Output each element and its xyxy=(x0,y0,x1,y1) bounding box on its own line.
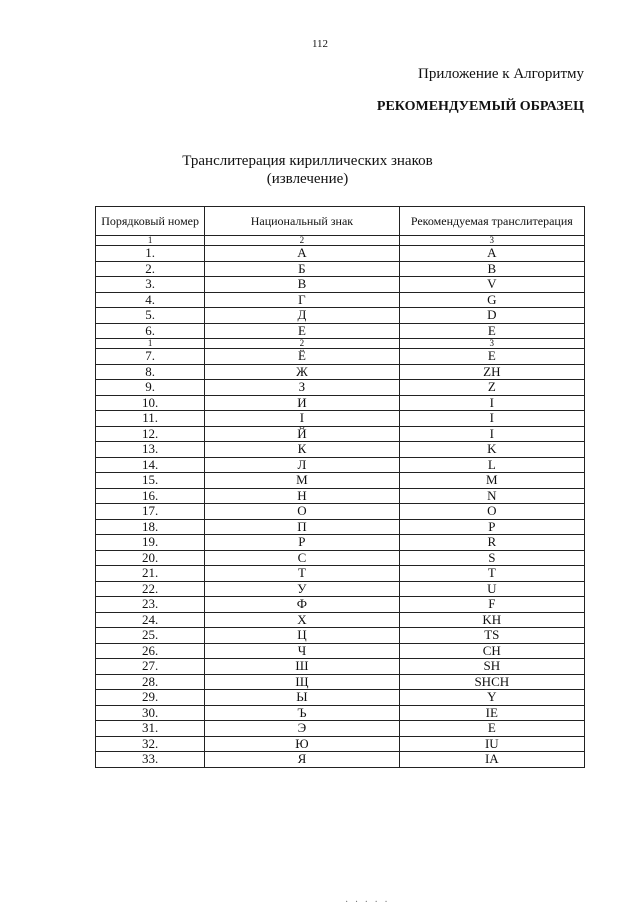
national-sign-cell: И xyxy=(205,395,399,411)
ordinal-cell: 26. xyxy=(96,643,205,659)
transliteration-cell: U xyxy=(399,581,584,597)
table-row xyxy=(96,261,585,277)
national-sign-cell: Д xyxy=(205,308,399,324)
ordinal-cell: 2. xyxy=(96,261,205,277)
table-row xyxy=(96,457,585,473)
table-row xyxy=(96,504,585,520)
scan-artifact: · · · · · xyxy=(345,897,390,908)
table-row xyxy=(96,643,585,659)
national-sign-cell: Б xyxy=(205,261,399,277)
national-sign-cell: Л xyxy=(205,457,399,473)
transliteration-cell: E xyxy=(399,721,584,737)
national-sign-cell: Р xyxy=(205,535,399,551)
column-number-row xyxy=(96,236,585,246)
national-sign-cell: Й xyxy=(205,426,399,442)
table-row xyxy=(96,380,585,396)
transliteration-cell: Y xyxy=(399,690,584,706)
table-row xyxy=(96,308,585,324)
table-row xyxy=(96,736,585,752)
transliteration-cell: I xyxy=(399,411,584,427)
table-row xyxy=(96,674,585,690)
table-row xyxy=(96,364,585,380)
page-number: 112 xyxy=(311,38,329,50)
ordinal-cell: 16. xyxy=(96,488,205,504)
national-sign-cell: М xyxy=(205,473,399,489)
national-sign-cell: С xyxy=(205,550,399,566)
table-row xyxy=(96,752,585,768)
table-row xyxy=(96,488,585,504)
ordinal-cell: 3. xyxy=(96,277,205,293)
transliteration-cell: IA xyxy=(399,752,584,768)
table-row xyxy=(96,426,585,442)
ordinal-cell: 15. xyxy=(96,473,205,489)
table-row xyxy=(96,628,585,644)
ordinal-cell: 30. xyxy=(96,705,205,721)
table-row xyxy=(96,721,585,737)
transliteration-table xyxy=(95,206,585,768)
transliteration-cell: R xyxy=(399,535,584,551)
transliteration-cell: A xyxy=(399,246,584,262)
national-sign-cell: І xyxy=(205,411,399,427)
transliteration-cell: CH xyxy=(399,643,584,659)
national-sign-cell: О xyxy=(205,504,399,520)
transliteration-cell: L xyxy=(399,457,584,473)
table-row xyxy=(96,659,585,675)
table-row xyxy=(96,612,585,628)
ordinal-cell: 8. xyxy=(96,364,205,380)
title-line-1: Транслитерация кириллических знаков xyxy=(182,153,433,169)
ordinal-cell: 14. xyxy=(96,457,205,473)
table-row xyxy=(96,246,585,262)
national-sign-cell: Ш xyxy=(205,659,399,675)
ordinal-cell: 29. xyxy=(96,690,205,706)
table-row xyxy=(96,550,585,566)
table-row xyxy=(96,323,585,339)
table-header-row xyxy=(96,207,585,236)
ordinal-cell: 7. xyxy=(96,349,205,365)
ordinal-cell: 13. xyxy=(96,442,205,458)
ordinal-cell: 9. xyxy=(96,380,205,396)
ordinal-cell: 11. xyxy=(96,411,205,427)
transliteration-cell: N xyxy=(399,488,584,504)
national-sign-cell: П xyxy=(205,519,399,535)
transliteration-cell: I xyxy=(399,426,584,442)
table-row xyxy=(96,395,585,411)
transliteration-cell: KH xyxy=(399,612,584,628)
ordinal-cell: 20. xyxy=(96,550,205,566)
national-sign-cell: Ы xyxy=(205,690,399,706)
national-sign-cell: Ф xyxy=(205,597,399,613)
transliteration-cell: E xyxy=(399,323,584,339)
table-row xyxy=(96,535,585,551)
national-sign-cell: Ц xyxy=(205,628,399,644)
national-sign-cell: Ч xyxy=(205,643,399,659)
table-row xyxy=(96,690,585,706)
column-number: 1 xyxy=(96,236,205,246)
transliteration-cell: K xyxy=(399,442,584,458)
table-row xyxy=(96,292,585,308)
national-sign-cell: Ю xyxy=(205,736,399,752)
title-line-2: (извлечение) xyxy=(266,171,349,187)
ordinal-cell: 19. xyxy=(96,535,205,551)
ordinal-cell: 6. xyxy=(96,323,205,339)
table-row xyxy=(96,597,585,613)
table-row xyxy=(96,705,585,721)
ordinal-cell: 21. xyxy=(96,566,205,582)
national-sign-cell: Х xyxy=(205,612,399,628)
transliteration-cell: M xyxy=(399,473,584,489)
table-row xyxy=(96,277,585,293)
transliteration-cell: I xyxy=(399,395,584,411)
transliteration-cell: P xyxy=(399,519,584,535)
column-number: 2 xyxy=(205,236,399,246)
transliteration-cell: IU xyxy=(399,736,584,752)
ordinal-cell: 33. xyxy=(96,752,205,768)
ordinal-cell: 25. xyxy=(96,628,205,644)
national-sign-cell: Ъ xyxy=(205,705,399,721)
transliteration-cell: D xyxy=(399,308,584,324)
transliteration-cell: F xyxy=(399,597,584,613)
column-number: 1 xyxy=(96,339,205,349)
ordinal-cell: 22. xyxy=(96,581,205,597)
column-number-row xyxy=(96,339,585,349)
transliteration-cell: T xyxy=(399,566,584,582)
table-row xyxy=(96,581,585,597)
ordinal-cell: 23. xyxy=(96,597,205,613)
table-row xyxy=(96,519,585,535)
national-sign-cell: А xyxy=(205,246,399,262)
transliteration-cell: Z xyxy=(399,380,584,396)
transliteration-cell: TS xyxy=(399,628,584,644)
transliteration-cell: SHCH xyxy=(399,674,584,690)
national-sign-cell: Ж xyxy=(205,364,399,380)
transliteration-cell: G xyxy=(399,292,584,308)
table-row xyxy=(96,442,585,458)
ordinal-cell: 27. xyxy=(96,659,205,675)
sample-label: РЕКОМЕНДУЕМЫЙ ОБРАЗЕЦ xyxy=(376,99,584,114)
ordinal-cell: 1. xyxy=(96,246,205,262)
table-row xyxy=(96,411,585,427)
national-sign-cell: Е xyxy=(205,323,399,339)
ordinal-cell: 5. xyxy=(96,308,205,324)
transliteration-cell: S xyxy=(399,550,584,566)
national-sign-cell: Э xyxy=(205,721,399,737)
ordinal-cell: 24. xyxy=(96,612,205,628)
column-number: 3 xyxy=(399,236,584,246)
ordinal-cell: 4. xyxy=(96,292,205,308)
ordinal-cell: 32. xyxy=(96,736,205,752)
national-sign-cell: У xyxy=(205,581,399,597)
ordinal-cell: 12. xyxy=(96,426,205,442)
ordinal-cell: 17. xyxy=(96,504,205,520)
header-transliteration: Рекомендуемая транслитерация xyxy=(399,207,584,236)
transliteration-cell: ZH xyxy=(399,364,584,380)
transliteration-cell: O xyxy=(399,504,584,520)
ordinal-cell: 10. xyxy=(96,395,205,411)
ordinal-cell: 28. xyxy=(96,674,205,690)
table-row xyxy=(96,566,585,582)
column-number: 3 xyxy=(399,339,584,349)
table-row xyxy=(96,349,585,365)
table-row xyxy=(96,473,585,489)
transliteration-cell: IE xyxy=(399,705,584,721)
national-sign-cell: В xyxy=(205,277,399,293)
header-national-sign: Национальный знак xyxy=(205,207,399,236)
appendix-label: Приложение к Алгоритму xyxy=(418,66,584,82)
transliteration-cell: E xyxy=(399,349,584,365)
national-sign-cell: Г xyxy=(205,292,399,308)
national-sign-cell: К xyxy=(205,442,399,458)
document-title xyxy=(0,152,615,188)
national-sign-cell: Щ xyxy=(205,674,399,690)
ordinal-cell: 31. xyxy=(96,721,205,737)
national-sign-cell: З xyxy=(205,380,399,396)
national-sign-cell: Т xyxy=(205,566,399,582)
transliteration-cell: SH xyxy=(399,659,584,675)
national-sign-cell: Н xyxy=(205,488,399,504)
transliteration-cell: B xyxy=(399,261,584,277)
ordinal-cell: 18. xyxy=(96,519,205,535)
column-number: 2 xyxy=(205,339,399,349)
national-sign-cell: Я xyxy=(205,752,399,768)
transliteration-cell: V xyxy=(399,277,584,293)
header-ordinal-number: Порядковый номер xyxy=(96,207,205,236)
national-sign-cell: Ё xyxy=(205,349,399,365)
